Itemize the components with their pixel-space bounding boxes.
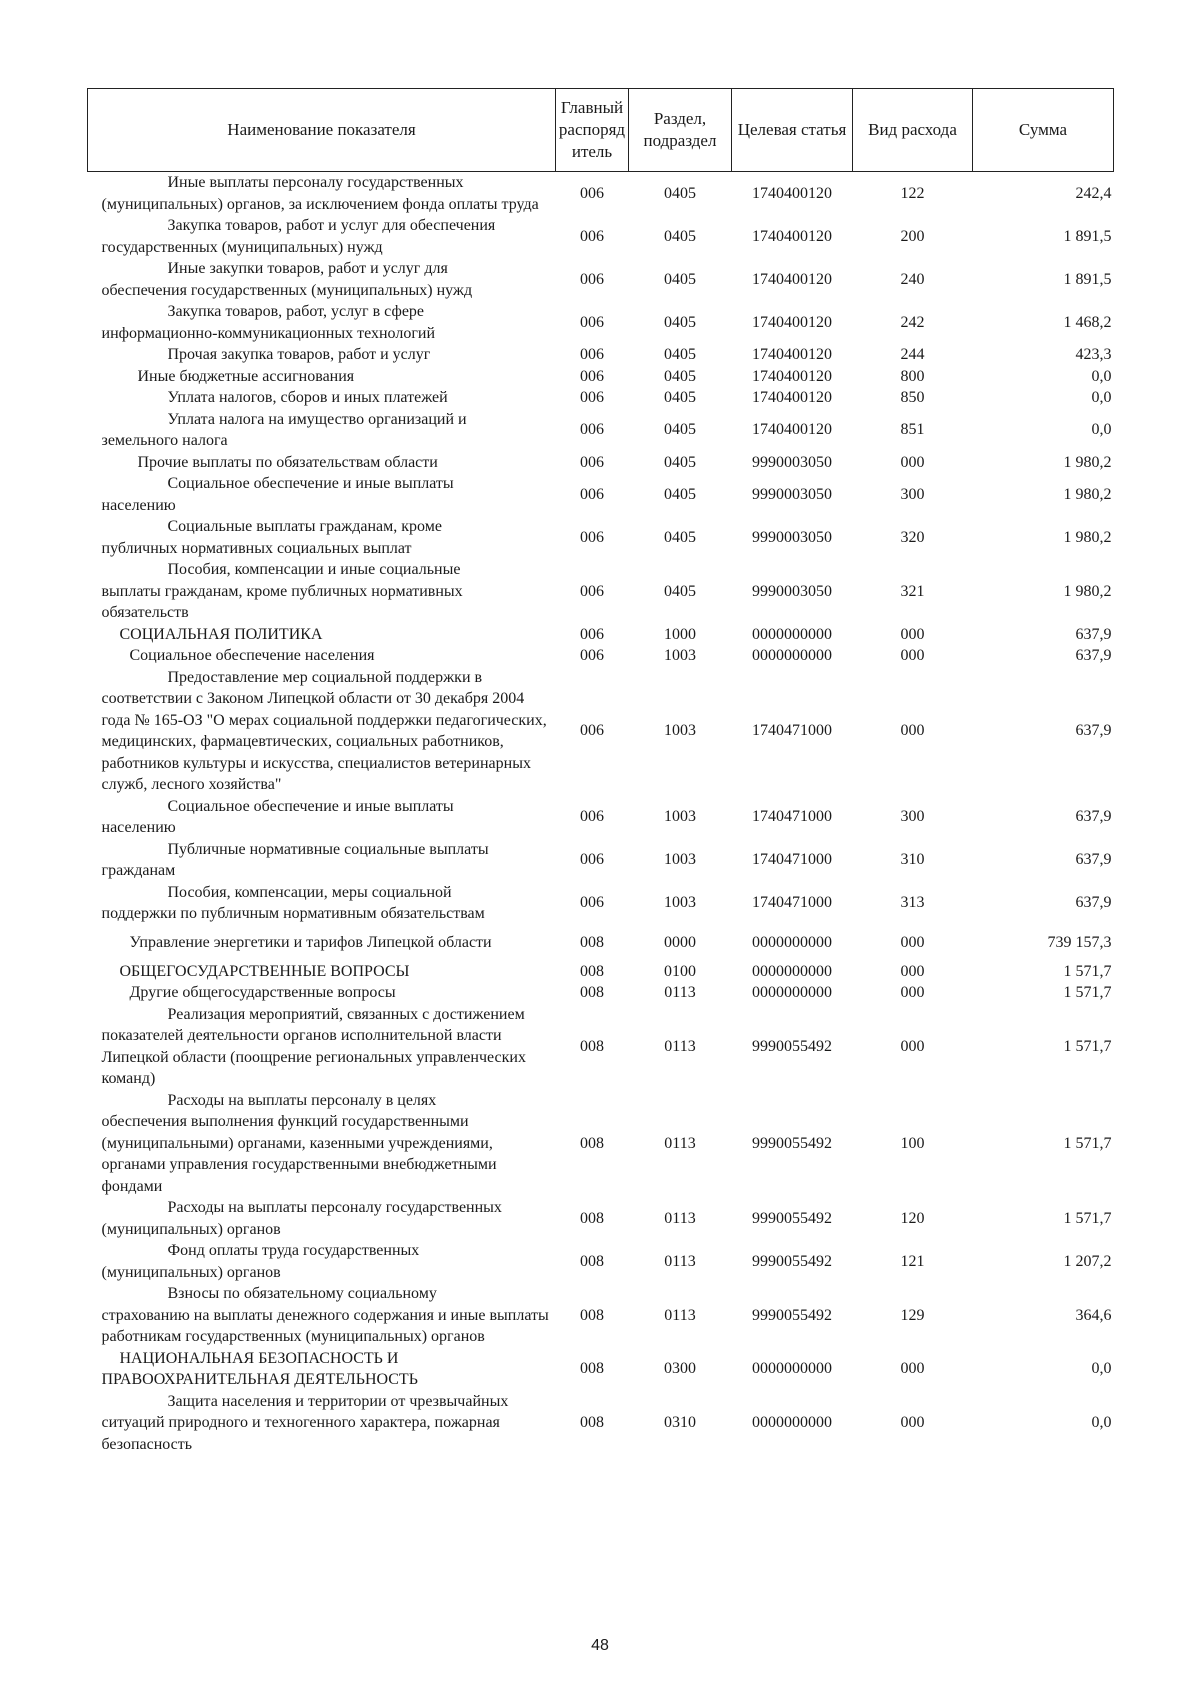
row-kind: 320 <box>900 528 925 546</box>
row-target: 9990003050 <box>752 528 832 546</box>
row-grbs: 008 <box>580 962 604 980</box>
row-kind: 000 <box>900 722 925 740</box>
row-sum: 637,9 <box>1075 647 1112 664</box>
row-grbs: 006 <box>580 808 604 826</box>
row-grbs: 008 <box>580 1252 604 1270</box>
row-target: 9990055492 <box>752 1134 832 1152</box>
row-name-first-line: Закупка товаров, работ и услуг для обеспечения <box>167 217 496 234</box>
row-target: 1740400120 <box>752 227 832 245</box>
row-name-first-line: Пособия, компенсации, меры социальной <box>167 883 452 901</box>
row-name-continuation: (муниципальных) органов <box>101 1263 281 1281</box>
row-sum: 0,0 <box>1091 389 1112 406</box>
row-section: 0405 <box>664 528 696 546</box>
row-name-first-line: Уплата налогов, сборов и иных платежей <box>167 389 448 406</box>
row-name-first-line: Социальные выплаты гражданам, кроме <box>167 518 442 535</box>
table-row <box>88 344 1114 366</box>
row-name: Управление энергетики и тарифов Липецкой области <box>129 933 492 951</box>
row-target: 0000000000 <box>752 625 832 643</box>
row-kind: 313 <box>900 894 925 912</box>
row-name-first-line: Реализация мероприятий, связанных с достижением <box>167 1005 525 1023</box>
row-section: 0405 <box>664 582 696 600</box>
row-sum: 1 980,2 <box>1063 582 1112 600</box>
row-name-cell <box>88 1004 556 1090</box>
row-grbs: 008 <box>580 1360 604 1378</box>
row-name-first-line: НАЦИОНАЛЬНАЯ БЕЗОПАСНОСТЬ И <box>119 1349 399 1367</box>
row-grbs: 006 <box>580 625 604 643</box>
row-target: 9990003050 <box>752 453 832 471</box>
row-kind: 000 <box>900 625 925 643</box>
row-target: 0000000000 <box>752 933 832 951</box>
row-kind: 300 <box>900 808 925 826</box>
row-sum: 1 571,7 <box>1063 984 1112 1001</box>
table-row <box>88 839 1114 882</box>
row-grbs: 006 <box>580 722 604 740</box>
row-grbs: 006 <box>580 647 604 664</box>
row-section: 0113 <box>664 1134 696 1152</box>
row-kind: 000 <box>900 984 925 1001</box>
table-row <box>88 473 1114 516</box>
row-section: 0100 <box>664 962 696 980</box>
row-name: Прочие выплаты по обязательствам области <box>137 453 438 471</box>
row-grbs: 006 <box>580 184 604 202</box>
row-name-continuation: обеспечения выполнения функций государственными (муниципальными) органами, казенными учреждениями, органами управления государственными внебюджетными фондами <box>101 1113 497 1195</box>
row-target: 9990055492 <box>752 1252 832 1270</box>
row-target: 0000000000 <box>752 1414 832 1431</box>
row-target: 0000000000 <box>752 1360 832 1378</box>
row-name-first-line: Иные выплаты персоналу государственных <box>167 174 464 191</box>
table-row <box>88 366 1114 388</box>
row-grbs: 006 <box>580 894 604 912</box>
row-name-first-line: Защита населения и территории от чрезвычайных <box>167 1392 509 1410</box>
row-sum: 1 571,7 <box>1063 962 1112 980</box>
row-name-cell <box>88 667 556 796</box>
table-header <box>88 89 1114 172</box>
table-row <box>88 1090 1114 1198</box>
row-sum: 1 980,2 <box>1063 453 1112 471</box>
row-section: 0310 <box>664 1414 696 1431</box>
row-sum: 1 980,2 <box>1063 528 1112 546</box>
row-name-first-line: Социальное обеспечение и иные выплаты <box>167 475 454 492</box>
row-name-continuation: государственных (муниципальных) нужд <box>101 238 383 256</box>
table-row <box>88 301 1114 344</box>
row-name-continuation: ситуаций природного и техногенного характера, пожарная безопасность <box>101 1414 500 1453</box>
row-section: 1003 <box>664 647 696 664</box>
row-section: 0405 <box>664 453 696 471</box>
row-kind: 000 <box>900 1360 925 1378</box>
row-target: 1740400120 <box>752 421 832 439</box>
table-row <box>88 409 1114 452</box>
table-row <box>88 1283 1114 1348</box>
row-section: 1003 <box>664 808 696 826</box>
row-name-continuation: населению <box>101 819 176 836</box>
row-sum: 0,0 <box>1091 367 1112 385</box>
row-grbs: 008 <box>580 1414 604 1431</box>
row-name-cell <box>88 559 556 624</box>
row-grbs: 006 <box>580 367 604 385</box>
table-row <box>88 961 1114 983</box>
row-name: Социальное обеспечение населения <box>129 647 375 664</box>
table-row <box>88 667 1114 796</box>
row-target: 0000000000 <box>752 962 832 980</box>
row-grbs: 008 <box>580 1306 604 1324</box>
row-sum: 0,0 <box>1091 421 1112 439</box>
row-name-cell <box>88 409 556 452</box>
row-name-continuation: выплаты гражданам, кроме публичных нормативных обязательств <box>101 582 463 621</box>
row-name-cell <box>88 1090 556 1198</box>
row-name-cell <box>88 1391 556 1456</box>
row-sum: 0,0 <box>1091 1360 1112 1378</box>
row-name-first-line: Пособия, компенсации и иные социальные <box>167 561 461 578</box>
row-section: 0405 <box>664 227 696 245</box>
row-name-continuation: поддержки по публичным нормативным обязательствам <box>101 905 485 922</box>
row-target: 1740471000 <box>752 894 832 912</box>
table-row <box>88 882 1114 925</box>
row-section: 1003 <box>664 722 696 740</box>
row-name-continuation: страхованию на выплаты денежного содержания и иные выплаты работникам государственных (муниципальных) органов <box>101 1306 549 1345</box>
table-row <box>88 624 1114 646</box>
row-section: 0113 <box>664 1209 696 1227</box>
row-section: 1003 <box>664 851 696 869</box>
row-grbs: 006 <box>580 582 604 600</box>
table-row <box>88 516 1114 559</box>
row-name-cell <box>88 387 556 409</box>
row-sum: 1 571,7 <box>1063 1037 1112 1055</box>
header-grbs: Главный распоряд итель <box>556 89 629 172</box>
row-name-cell <box>88 215 556 258</box>
row-sum: 1 980,2 <box>1063 485 1112 503</box>
row-kind: 300 <box>900 485 925 503</box>
table-row <box>88 1004 1114 1090</box>
row-section: 0405 <box>664 367 696 385</box>
row-name-cell <box>88 366 556 388</box>
row-sum: 364,6 <box>1075 1306 1112 1324</box>
row-name-continuation: (муниципальных) органов <box>101 1220 281 1238</box>
row-name-continuation: населению <box>101 496 176 514</box>
header-kind: Вид расхода <box>853 89 973 172</box>
row-section: 0113 <box>664 984 696 1001</box>
row-name-cell <box>88 301 556 344</box>
row-name-cell <box>88 344 556 366</box>
table-row <box>88 452 1114 474</box>
row-kind: 000 <box>900 962 925 980</box>
row-sum: 1 468,2 <box>1063 313 1112 331</box>
row-grbs: 006 <box>580 453 604 471</box>
row-sum: 637,9 <box>1075 851 1112 869</box>
row-name-first-line: Прочая закупка товаров, работ и услуг <box>167 346 431 363</box>
row-target: 9990003050 <box>752 485 832 503</box>
row-kind: 000 <box>900 1037 925 1055</box>
row-name-first-line: Расходы на выплаты персоналу государственных <box>167 1199 502 1216</box>
row-name-continuation: земельного налога <box>101 432 228 449</box>
table-row <box>88 925 1114 961</box>
row-name-cell <box>88 473 556 516</box>
budget-table <box>87 88 1114 1455</box>
row-kind: 122 <box>900 184 925 202</box>
row-sum: 423,3 <box>1075 346 1112 363</box>
row-kind: 129 <box>900 1306 925 1324</box>
row-name-cell <box>88 882 556 925</box>
row-name-continuation: (муниципальных) органов, за исключением фонда оплаты труда <box>101 195 539 213</box>
row-target: 1740400120 <box>752 313 832 331</box>
row-target: 1740400120 <box>752 367 832 385</box>
row-target: 1740400120 <box>752 270 832 288</box>
row-target: 1740471000 <box>752 851 832 869</box>
row-sum: 0,0 <box>1091 1414 1112 1431</box>
row-kind: 850 <box>900 389 925 406</box>
row-name: Иные бюджетные ассигнования <box>137 367 355 385</box>
row-section: 0405 <box>664 485 696 503</box>
row-name-cell <box>88 1283 556 1348</box>
table-row <box>88 1391 1114 1456</box>
table-row <box>88 1348 1114 1391</box>
row-name-first-line: Расходы на выплаты персоналу в целях <box>167 1091 437 1109</box>
row-name-first-line: Иные закупки товаров, работ и услуг для <box>167 260 448 277</box>
row-kind: 244 <box>900 346 925 363</box>
row-name-first-line: Уплата налога на имущество организаций и <box>167 410 467 428</box>
row-target: 0000000000 <box>752 647 832 664</box>
row-name-continuation: обеспечения государственных (муниципальных) нужд <box>101 281 473 299</box>
row-name-continuation: гражданам <box>101 862 176 879</box>
row-section: 0405 <box>664 184 696 202</box>
row-grbs: 006 <box>580 851 604 869</box>
row-name-first-line: Фонд оплаты труда государственных <box>167 1242 420 1259</box>
row-sum: 637,9 <box>1075 722 1112 740</box>
row-name-cell <box>88 258 556 301</box>
table-row <box>88 559 1114 624</box>
row-name-cell <box>88 1197 556 1240</box>
row-sum: 1 207,2 <box>1063 1252 1112 1270</box>
header-target: Целевая статья <box>732 89 853 172</box>
row-grbs: 008 <box>580 1209 604 1227</box>
row-target: 1740471000 <box>752 722 832 740</box>
row-sum: 1 571,7 <box>1063 1134 1112 1152</box>
row-grbs: 006 <box>580 313 604 331</box>
table-row <box>88 796 1114 839</box>
row-name-continuation: соответствии с Законом Липецкой области от 30 декабря 2004 года № 165-ОЗ "О мерах социальной поддержки педагогических, медицинских, фармацевтических, социальных работников, работников культуры и искусства, специалистов ветеринарных служб, лесного хозяйства" <box>101 690 547 793</box>
table-body <box>88 172 1114 1456</box>
row-sum: 637,9 <box>1075 808 1112 826</box>
row-target: 1740400120 <box>752 346 832 363</box>
row-target: 9990055492 <box>752 1209 832 1227</box>
row-target: 9990003050 <box>752 582 832 600</box>
table-row <box>88 1240 1114 1283</box>
row-kind: 242 <box>900 313 925 331</box>
row-sum: 242,4 <box>1075 184 1112 202</box>
row-name-cell <box>88 982 556 1004</box>
row-kind: 240 <box>900 270 925 288</box>
row-target: 0000000000 <box>752 984 832 1001</box>
row-grbs: 006 <box>580 270 604 288</box>
row-kind: 120 <box>900 1209 925 1227</box>
row-sum: 1 891,5 <box>1063 270 1112 288</box>
row-grbs: 006 <box>580 389 604 406</box>
row-section: 1000 <box>664 625 696 643</box>
row-kind: 000 <box>900 647 925 664</box>
row-kind: 000 <box>900 1414 925 1431</box>
row-name: СОЦИАЛЬНАЯ ПОЛИТИКА <box>119 625 323 643</box>
row-sum: 739 157,3 <box>1047 933 1112 951</box>
row-grbs: 006 <box>580 485 604 503</box>
table-row <box>88 387 1114 409</box>
row-target: 9990055492 <box>752 1306 832 1324</box>
table-row <box>88 1197 1114 1240</box>
table-row <box>88 215 1114 258</box>
row-kind: 000 <box>900 933 925 951</box>
row-section: 0113 <box>664 1037 696 1055</box>
row-section: 0405 <box>664 421 696 439</box>
row-kind: 000 <box>900 453 925 471</box>
row-target: 1740471000 <box>752 808 832 826</box>
row-grbs: 008 <box>580 984 604 1001</box>
row-name-cell <box>88 645 556 667</box>
header-section: Раздел, подраздел <box>629 89 732 172</box>
row-section: 0405 <box>664 346 696 363</box>
row-section: 0113 <box>664 1306 696 1324</box>
row-name-first-line: Публичные нормативные социальные выплаты <box>167 840 489 858</box>
row-name-first-line: Предоставление мер социальной поддержки в <box>167 668 483 686</box>
row-kind: 200 <box>900 227 925 245</box>
row-grbs: 006 <box>580 528 604 546</box>
row-target: 1740400120 <box>752 389 832 406</box>
header-sum: Сумма <box>973 89 1114 172</box>
row-name-cell <box>88 1348 556 1391</box>
row-section: 0405 <box>664 270 696 288</box>
row-name: ОБЩЕГОСУДАРСТВЕННЫЕ ВОПРОСЫ <box>119 962 410 980</box>
table-row <box>88 645 1114 667</box>
row-kind: 310 <box>900 851 925 869</box>
row-name-continuation: публичных нормативных социальных выплат <box>101 539 412 557</box>
header-name: Наименование показателя <box>88 89 556 172</box>
row-section: 0000 <box>664 933 696 951</box>
row-grbs: 008 <box>580 933 604 951</box>
row-section: 0405 <box>664 313 696 331</box>
row-target: 1740400120 <box>752 184 832 202</box>
row-name: Другие общегосударственные вопросы <box>129 984 396 1001</box>
page-number: 48 <box>591 1637 609 1654</box>
row-target: 9990055492 <box>752 1037 832 1055</box>
row-kind: 121 <box>900 1252 925 1270</box>
row-section: 1003 <box>664 894 696 912</box>
row-section: 0113 <box>664 1252 696 1270</box>
row-name-cell <box>88 839 556 882</box>
row-kind: 800 <box>900 367 925 385</box>
row-kind: 851 <box>900 421 925 439</box>
row-name-first-line: Взносы по обязательному социальному <box>167 1285 437 1302</box>
row-name-cell <box>88 925 556 961</box>
row-grbs: 008 <box>580 1037 604 1055</box>
row-name-cell <box>88 516 556 559</box>
table-row <box>88 258 1114 301</box>
row-name-continuation: показателей деятельности органов исполнительной власти Липецкой области (поощрение региональных управленческих команд) <box>101 1027 526 1087</box>
row-name-cell <box>88 961 556 983</box>
row-section: 0300 <box>664 1360 696 1378</box>
row-name-cell <box>88 624 556 646</box>
row-grbs: 006 <box>580 421 604 439</box>
row-sum: 1 571,7 <box>1063 1209 1112 1227</box>
row-grbs: 008 <box>580 1134 604 1152</box>
row-grbs: 006 <box>580 346 604 363</box>
row-section: 0405 <box>664 389 696 406</box>
row-sum: 637,9 <box>1075 894 1112 912</box>
row-name-cell <box>88 172 556 216</box>
row-grbs: 006 <box>580 227 604 245</box>
table-row <box>88 982 1114 1004</box>
row-name-first-line: Социальное обеспечение и иные выплаты <box>167 797 454 815</box>
row-name-continuation: ПРАВООХРАНИТЕЛЬНАЯ ДЕЯТЕЛЬНОСТЬ <box>101 1371 418 1388</box>
table-row <box>88 172 1114 216</box>
row-kind: 321 <box>900 582 925 600</box>
row-name-cell <box>88 796 556 839</box>
row-sum: 1 891,5 <box>1063 227 1112 245</box>
row-name-cell <box>88 452 556 474</box>
row-kind: 100 <box>900 1134 925 1152</box>
row-name-continuation: информационно-коммуникационных технологий <box>101 324 436 342</box>
row-name-cell <box>88 1240 556 1283</box>
row-name-first-line: Закупка товаров, работ, услуг в сфере <box>167 303 425 320</box>
row-sum: 637,9 <box>1075 625 1112 643</box>
